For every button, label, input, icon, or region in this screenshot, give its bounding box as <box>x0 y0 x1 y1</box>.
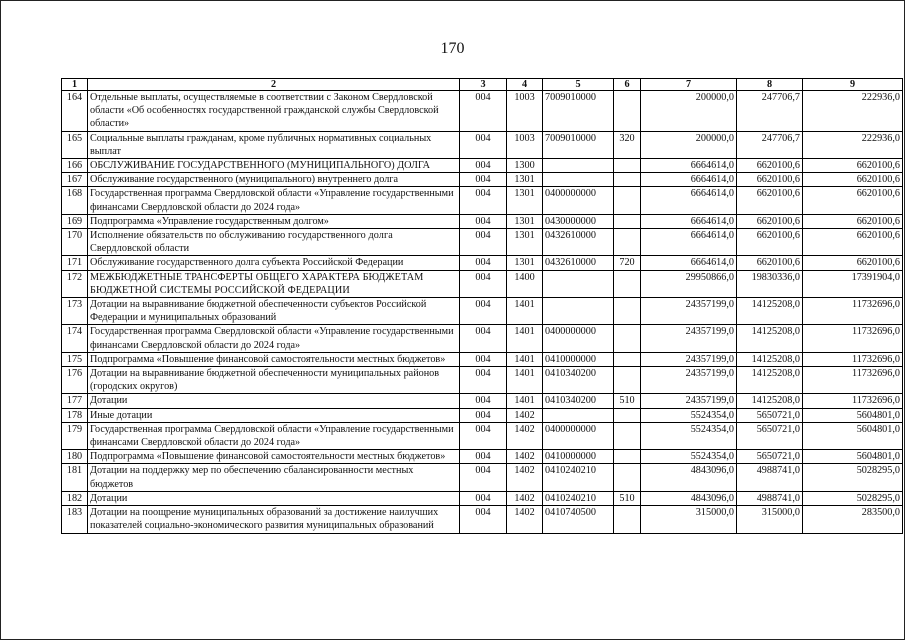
ministry-code: 004 <box>460 491 507 505</box>
expense-type-code: 510 <box>614 394 641 408</box>
column-header: 3 <box>460 79 507 91</box>
expense-type-code <box>614 464 641 491</box>
column-header: 4 <box>507 79 543 91</box>
table-row <box>62 352 903 366</box>
row-name: Дотации на выравнивание бюджетной обеспеченности субъектов Российской Федерации и муниципальных образований <box>88 298 460 325</box>
section-code: 1402 <box>507 464 543 491</box>
ministry-code: 004 <box>460 394 507 408</box>
expense-type-code <box>614 450 641 464</box>
table-row <box>62 408 903 422</box>
column-header: 2 <box>88 79 460 91</box>
amount-col7: 6664614,0 <box>641 173 737 187</box>
column-header: 7 <box>641 79 737 91</box>
row-name: Дотации на поощрение муниципальных образований за достижение наилучших показателей социально-экономического развития муниципальных образований <box>88 506 460 533</box>
page-number: 170 <box>440 40 465 57</box>
target-article-code <box>543 159 614 173</box>
target-article-code: 7009010000 <box>543 131 614 158</box>
row-number: 175 <box>62 352 88 366</box>
section-code: 1401 <box>507 325 543 352</box>
expense-type-code <box>614 325 641 352</box>
expense-type-code: 320 <box>614 131 641 158</box>
target-article-code: 0410000000 <box>543 352 614 366</box>
amount-col9: 5604801,0 <box>803 450 903 464</box>
table-row <box>62 506 903 533</box>
row-name: Отдельные выплаты, осуществляемые в соответствии с Законом Свердловской области «Об особенностях государственной гражданской службы Свердловской области» <box>88 91 460 132</box>
amount-col7: 5524354,0 <box>641 450 737 464</box>
amount-col8: 14125208,0 <box>737 298 803 325</box>
row-name: Исполнение обязательств по обслуживанию государственного долга Свердловской области <box>88 229 460 256</box>
amount-col9: 11732696,0 <box>803 325 903 352</box>
ministry-code: 004 <box>460 450 507 464</box>
amount-col7: 24357199,0 <box>641 367 737 394</box>
amount-col8: 14125208,0 <box>737 367 803 394</box>
amount-col7: 200000,0 <box>641 131 737 158</box>
section-code: 1301 <box>507 229 543 256</box>
table-row <box>62 325 903 352</box>
amount-col7: 24357199,0 <box>641 352 737 366</box>
row-number: 178 <box>62 408 88 422</box>
amount-col7: 5524354,0 <box>641 422 737 449</box>
target-article-code: 0432610000 <box>543 229 614 256</box>
row-number: 165 <box>62 131 88 158</box>
amount-col9: 222936,0 <box>803 131 903 158</box>
section-code: 1401 <box>507 352 543 366</box>
table-row <box>62 159 903 173</box>
target-article-code: 0410740500 <box>543 506 614 533</box>
amount-col9: 11732696,0 <box>803 298 903 325</box>
amount-col8: 4988741,0 <box>737 491 803 505</box>
row-name: Подпрограмма «Повышение финансовой самостоятельности местных бюджетов» <box>88 352 460 366</box>
target-article-code: 0432610000 <box>543 256 614 270</box>
section-code: 1301 <box>507 256 543 270</box>
target-article-code: 0410240210 <box>543 464 614 491</box>
amount-col7: 4843096,0 <box>641 491 737 505</box>
target-article-code: 0400000000 <box>543 325 614 352</box>
section-code: 1402 <box>507 408 543 422</box>
section-code: 1300 <box>507 159 543 173</box>
target-article-code: 0400000000 <box>543 422 614 449</box>
amount-col8: 5650721,0 <box>737 422 803 449</box>
column-header: 8 <box>737 79 803 91</box>
column-header: 6 <box>614 79 641 91</box>
amount-col7: 6664614,0 <box>641 187 737 214</box>
amount-col7: 24357199,0 <box>641 298 737 325</box>
amount-col8: 6620100,6 <box>737 187 803 214</box>
amount-col9: 6620100,6 <box>803 229 903 256</box>
section-code: 1003 <box>507 131 543 158</box>
table-row <box>62 187 903 214</box>
amount-col7: 24357199,0 <box>641 394 737 408</box>
ministry-code: 004 <box>460 229 507 256</box>
amount-col7: 29950866,0 <box>641 270 737 297</box>
section-code: 1301 <box>507 173 543 187</box>
amount-col8: 19830336,0 <box>737 270 803 297</box>
section-code: 1402 <box>507 506 543 533</box>
target-article-code <box>543 408 614 422</box>
ministry-code: 004 <box>460 408 507 422</box>
amount-col7: 6664614,0 <box>641 214 737 228</box>
expense-type-code <box>614 506 641 533</box>
table-row <box>62 229 903 256</box>
amount-col9: 5028295,0 <box>803 491 903 505</box>
amount-col7: 6664614,0 <box>641 159 737 173</box>
target-article-code: 0400000000 <box>543 187 614 214</box>
target-article-code: 0410240210 <box>543 491 614 505</box>
amount-col9: 5604801,0 <box>803 408 903 422</box>
section-code: 1400 <box>507 270 543 297</box>
column-header: 5 <box>543 79 614 91</box>
expense-type-code <box>614 270 641 297</box>
row-number: 179 <box>62 422 88 449</box>
row-number: 180 <box>62 450 88 464</box>
ministry-code: 004 <box>460 159 507 173</box>
ministry-code: 004 <box>460 506 507 533</box>
target-article-code <box>543 298 614 325</box>
row-number: 176 <box>62 367 88 394</box>
row-name: Дотации <box>88 491 460 505</box>
row-name: Иные дотации <box>88 408 460 422</box>
amount-col9: 222936,0 <box>803 91 903 132</box>
amount-col7: 5524354,0 <box>641 408 737 422</box>
row-number: 164 <box>62 91 88 132</box>
table-row <box>62 298 903 325</box>
row-number: 167 <box>62 173 88 187</box>
row-number: 169 <box>62 214 88 228</box>
amount-col9: 11732696,0 <box>803 394 903 408</box>
section-code: 1301 <box>507 187 543 214</box>
amount-col7: 24357199,0 <box>641 325 737 352</box>
amount-col7: 315000,0 <box>641 506 737 533</box>
row-name: МЕЖБЮДЖЕТНЫЕ ТРАНСФЕРТЫ ОБЩЕГО ХАРАКТЕРА БЮДЖЕТАМ БЮДЖЕТНОЙ СИСТЕМЫ РОССИЙСКОЙ ФЕДЕРАЦИИ <box>88 270 460 297</box>
row-number: 166 <box>62 159 88 173</box>
expense-type-code <box>614 298 641 325</box>
amount-col7: 6664614,0 <box>641 229 737 256</box>
amount-col8: 14125208,0 <box>737 352 803 366</box>
ministry-code: 004 <box>460 256 507 270</box>
expense-type-code <box>614 91 641 132</box>
table-row <box>62 464 903 491</box>
row-number: 181 <box>62 464 88 491</box>
amount-col8: 6620100,6 <box>737 214 803 228</box>
expense-type-code <box>614 422 641 449</box>
amount-col8: 5650721,0 <box>737 408 803 422</box>
expense-type-code <box>614 173 641 187</box>
row-number: 183 <box>62 506 88 533</box>
column-header: 1 <box>62 79 88 91</box>
amount-col9: 283500,0 <box>803 506 903 533</box>
amount-col8: 6620100,6 <box>737 159 803 173</box>
expense-type-code <box>614 187 641 214</box>
table-row <box>62 256 903 270</box>
expense-type-code <box>614 408 641 422</box>
row-name: Обслуживание государственного (муниципального) внутреннего долга <box>88 173 460 187</box>
budget-table <box>61 78 903 534</box>
row-name: Обслуживание государственного долга субъекта Российской Федерации <box>88 256 460 270</box>
ministry-code: 004 <box>460 91 507 132</box>
amount-col9: 6620100,6 <box>803 214 903 228</box>
amount-col7: 4843096,0 <box>641 464 737 491</box>
row-number: 171 <box>62 256 88 270</box>
amount-col9: 5604801,0 <box>803 422 903 449</box>
row-name: Дотации на выравнивание бюджетной обеспеченности муниципальных районов (городских округов) <box>88 367 460 394</box>
ministry-code: 004 <box>460 187 507 214</box>
row-name: Дотации на поддержку мер по обеспечению сбалансированности местных бюджетов <box>88 464 460 491</box>
amount-col8: 4988741,0 <box>737 464 803 491</box>
row-name: Государственная программа Свердловской области «Управление государственными финансами Свердловской области до 2024 года» <box>88 325 460 352</box>
amount-col8: 14125208,0 <box>737 394 803 408</box>
amount-col9: 6620100,6 <box>803 187 903 214</box>
section-code: 1301 <box>507 214 543 228</box>
target-article-code: 7009010000 <box>543 91 614 132</box>
row-number: 168 <box>62 187 88 214</box>
amount-col7: 6664614,0 <box>641 256 737 270</box>
amount-col8: 14125208,0 <box>737 325 803 352</box>
row-number: 172 <box>62 270 88 297</box>
ministry-code: 004 <box>460 298 507 325</box>
row-number: 182 <box>62 491 88 505</box>
expense-type-code: 720 <box>614 256 641 270</box>
table-row <box>62 367 903 394</box>
amount-col9: 6620100,6 <box>803 256 903 270</box>
ministry-code: 004 <box>460 325 507 352</box>
expense-type-code: 510 <box>614 491 641 505</box>
table-row <box>62 450 903 464</box>
expense-type-code <box>614 214 641 228</box>
table-row <box>62 131 903 158</box>
table-row <box>62 394 903 408</box>
row-number: 177 <box>62 394 88 408</box>
expense-type-code <box>614 352 641 366</box>
section-code: 1003 <box>507 91 543 132</box>
table-header-row <box>62 79 903 91</box>
section-code: 1402 <box>507 491 543 505</box>
row-number: 173 <box>62 298 88 325</box>
section-code: 1401 <box>507 394 543 408</box>
table-row <box>62 214 903 228</box>
amount-col8: 6620100,6 <box>737 173 803 187</box>
section-code: 1401 <box>507 367 543 394</box>
table-row <box>62 173 903 187</box>
amount-col8: 315000,0 <box>737 506 803 533</box>
amount-col9: 5028295,0 <box>803 464 903 491</box>
row-number: 174 <box>62 325 88 352</box>
section-code: 1402 <box>507 450 543 464</box>
row-number: 170 <box>62 229 88 256</box>
target-article-code: 0410340200 <box>543 394 614 408</box>
row-name: Государственная программа Свердловской области «Управление государственными финансами Свердловской области до 2024 года» <box>88 422 460 449</box>
ministry-code: 004 <box>460 173 507 187</box>
row-name: Подпрограмма «Повышение финансовой самостоятельности местных бюджетов» <box>88 450 460 464</box>
target-article-code: 0410340200 <box>543 367 614 394</box>
table-row <box>62 491 903 505</box>
target-article-code <box>543 173 614 187</box>
ministry-code: 004 <box>460 270 507 297</box>
ministry-code: 004 <box>460 464 507 491</box>
ministry-code: 004 <box>460 367 507 394</box>
section-code: 1402 <box>507 422 543 449</box>
amount-col9: 6620100,6 <box>803 159 903 173</box>
target-article-code <box>543 270 614 297</box>
row-name: Государственная программа Свердловской области «Управление государственными финансами Свердловской области до 2024 года» <box>88 187 460 214</box>
amount-col8: 6620100,6 <box>737 256 803 270</box>
target-article-code: 0410000000 <box>543 450 614 464</box>
amount-col7: 200000,0 <box>641 91 737 132</box>
amount-col8: 247706,7 <box>737 131 803 158</box>
table-row <box>62 270 903 297</box>
row-name: ОБСЛУЖИВАНИЕ ГОСУДАРСТВЕННОГО (МУНИЦИПАЛЬНОГО) ДОЛГА <box>88 159 460 173</box>
target-article-code: 0430000000 <box>543 214 614 228</box>
table-row <box>62 422 903 449</box>
ministry-code: 004 <box>460 422 507 449</box>
ministry-code: 004 <box>460 214 507 228</box>
amount-col8: 6620100,6 <box>737 229 803 256</box>
ministry-code: 004 <box>460 131 507 158</box>
expense-type-code <box>614 229 641 256</box>
ministry-code: 004 <box>460 352 507 366</box>
amount-col9: 17391904,0 <box>803 270 903 297</box>
row-name: Социальные выплаты гражданам, кроме публичных нормативных социальных выплат <box>88 131 460 158</box>
expense-type-code <box>614 367 641 394</box>
amount-col9: 11732696,0 <box>803 352 903 366</box>
column-header: 9 <box>803 79 903 91</box>
amount-col9: 11732696,0 <box>803 367 903 394</box>
amount-col8: 247706,7 <box>737 91 803 132</box>
expense-type-code <box>614 159 641 173</box>
row-name: Подпрограмма «Управление государственным долгом» <box>88 214 460 228</box>
section-code: 1401 <box>507 298 543 325</box>
table-row <box>62 91 903 132</box>
row-name: Дотации <box>88 394 460 408</box>
amount-col9: 6620100,6 <box>803 173 903 187</box>
amount-col8: 5650721,0 <box>737 450 803 464</box>
